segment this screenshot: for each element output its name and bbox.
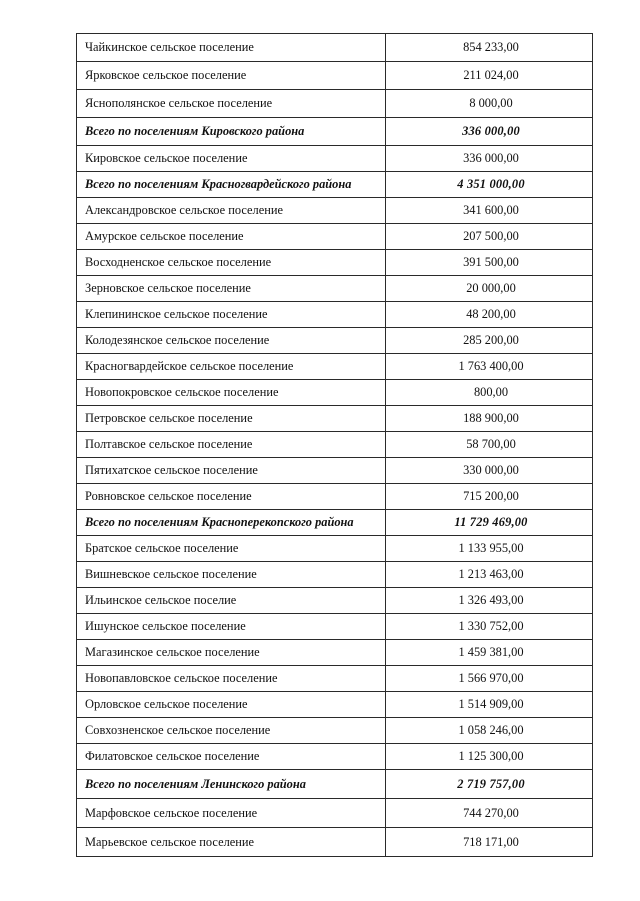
district-total-row (77, 510, 593, 536)
settlement-name: Полтавское сельское поселение (77, 432, 386, 458)
settlement-name: Ишунское сельское поселение (77, 614, 386, 640)
settlement-amount: 744 270,00 (386, 799, 593, 828)
district-total-row (77, 172, 593, 198)
settlement-amount: 718 171,00 (386, 828, 593, 857)
table-row (77, 536, 593, 562)
settlement-amount: 285 200,00 (386, 328, 593, 354)
district-total-label: Всего по поселениям Кировского района (77, 118, 386, 146)
settlement-name: Амурское сельское поселение (77, 224, 386, 250)
table-row (77, 224, 593, 250)
table-row (77, 328, 593, 354)
settlement-amount: 1 058 246,00 (386, 718, 593, 744)
table-row (77, 458, 593, 484)
settlement-name: Петровское сельское поселение (77, 406, 386, 432)
table-row (77, 276, 593, 302)
settlement-amount: 1 125 300,00 (386, 744, 593, 770)
settlement-name: Вишневское сельское поселение (77, 562, 386, 588)
table-row (77, 354, 593, 380)
settlement-name: Филатовское сельское поселение (77, 744, 386, 770)
settlement-amount: 336 000,00 (386, 146, 593, 172)
table-row (77, 718, 593, 744)
settlement-amount: 1 763 400,00 (386, 354, 593, 380)
settlement-name: Братское сельское поселение (77, 536, 386, 562)
settlement-amount: 1 133 955,00 (386, 536, 593, 562)
settlement-amount: 1 330 752,00 (386, 614, 593, 640)
settlement-name: Восходненское сельское поселение (77, 250, 386, 276)
district-total-amount: 336 000,00 (386, 118, 593, 146)
settlement-name: Чайкинское сельское поселение (77, 34, 386, 62)
settlement-amount: 1 459 381,00 (386, 640, 593, 666)
settlement-amount: 1 326 493,00 (386, 588, 593, 614)
district-total-row (77, 118, 593, 146)
settlement-amount: 854 233,00 (386, 34, 593, 62)
table-row (77, 562, 593, 588)
settlement-amount: 800,00 (386, 380, 593, 406)
settlement-name: Александровское сельское поселение (77, 198, 386, 224)
allocation-table-body (77, 34, 593, 857)
settlement-amount: 20 000,00 (386, 276, 593, 302)
settlement-name: Колодезянское сельское поселение (77, 328, 386, 354)
district-total-amount: 2 719 757,00 (386, 770, 593, 799)
table-row (77, 302, 593, 328)
table-row (77, 614, 593, 640)
settlement-name: Зерновское сельское поселение (77, 276, 386, 302)
settlement-name: Совхозненское сельское поселение (77, 718, 386, 744)
table-row (77, 90, 593, 118)
table-row (77, 744, 593, 770)
settlement-amount: 330 000,00 (386, 458, 593, 484)
table-row (77, 250, 593, 276)
table-row (77, 432, 593, 458)
settlement-name: Ильинское сельское поселие (77, 588, 386, 614)
settlement-name: Марьевское сельское поселение (77, 828, 386, 857)
district-total-label: Всего по поселениям Красногвардейского района (77, 172, 386, 198)
table-row (77, 666, 593, 692)
settlement-name: Клепининское сельское поселение (77, 302, 386, 328)
settlement-amount: 207 500,00 (386, 224, 593, 250)
settlement-amount: 715 200,00 (386, 484, 593, 510)
settlement-name: Орловское сельское поселение (77, 692, 386, 718)
settlement-amount: 1 566 970,00 (386, 666, 593, 692)
table-row (77, 588, 593, 614)
settlement-amount: 391 500,00 (386, 250, 593, 276)
settlement-amount: 211 024,00 (386, 62, 593, 90)
district-total-amount: 11 729 469,00 (386, 510, 593, 536)
settlement-amount: 188 900,00 (386, 406, 593, 432)
table-row (77, 484, 593, 510)
table-row (77, 406, 593, 432)
settlement-amount: 1 514 909,00 (386, 692, 593, 718)
table-row (77, 380, 593, 406)
allocation-table (76, 33, 593, 857)
table-row (77, 799, 593, 828)
settlement-amount: 1 213 463,00 (386, 562, 593, 588)
district-total-row (77, 770, 593, 799)
district-total-label: Всего по поселениям Ленинского района (77, 770, 386, 799)
settlement-amount: 8 000,00 (386, 90, 593, 118)
settlement-name: Ровновское сельское поселение (77, 484, 386, 510)
settlement-amount: 48 200,00 (386, 302, 593, 328)
table-row (77, 34, 593, 62)
settlement-name: Красногвардейское сельское поселение (77, 354, 386, 380)
table-row (77, 62, 593, 90)
settlement-name: Новопокровское сельское поселение (77, 380, 386, 406)
table-row (77, 146, 593, 172)
table-row (77, 828, 593, 857)
settlement-name: Пятихатское сельское поселение (77, 458, 386, 484)
district-total-label: Всего по поселениям Красноперекопского района (77, 510, 386, 536)
district-total-amount: 4 351 000,00 (386, 172, 593, 198)
table-row (77, 198, 593, 224)
settlement-name: Марфовское сельское поселение (77, 799, 386, 828)
settlement-name: Кировское сельское поселение (77, 146, 386, 172)
settlement-amount: 58 700,00 (386, 432, 593, 458)
settlement-name: Магазинское сельское поселение (77, 640, 386, 666)
table-row (77, 692, 593, 718)
settlement-name: Ярковское сельское поселение (77, 62, 386, 90)
settlement-amount: 341 600,00 (386, 198, 593, 224)
settlement-name: Яснополянское сельское поселение (77, 90, 386, 118)
settlement-name: Новопавловское сельское поселение (77, 666, 386, 692)
table-row (77, 640, 593, 666)
